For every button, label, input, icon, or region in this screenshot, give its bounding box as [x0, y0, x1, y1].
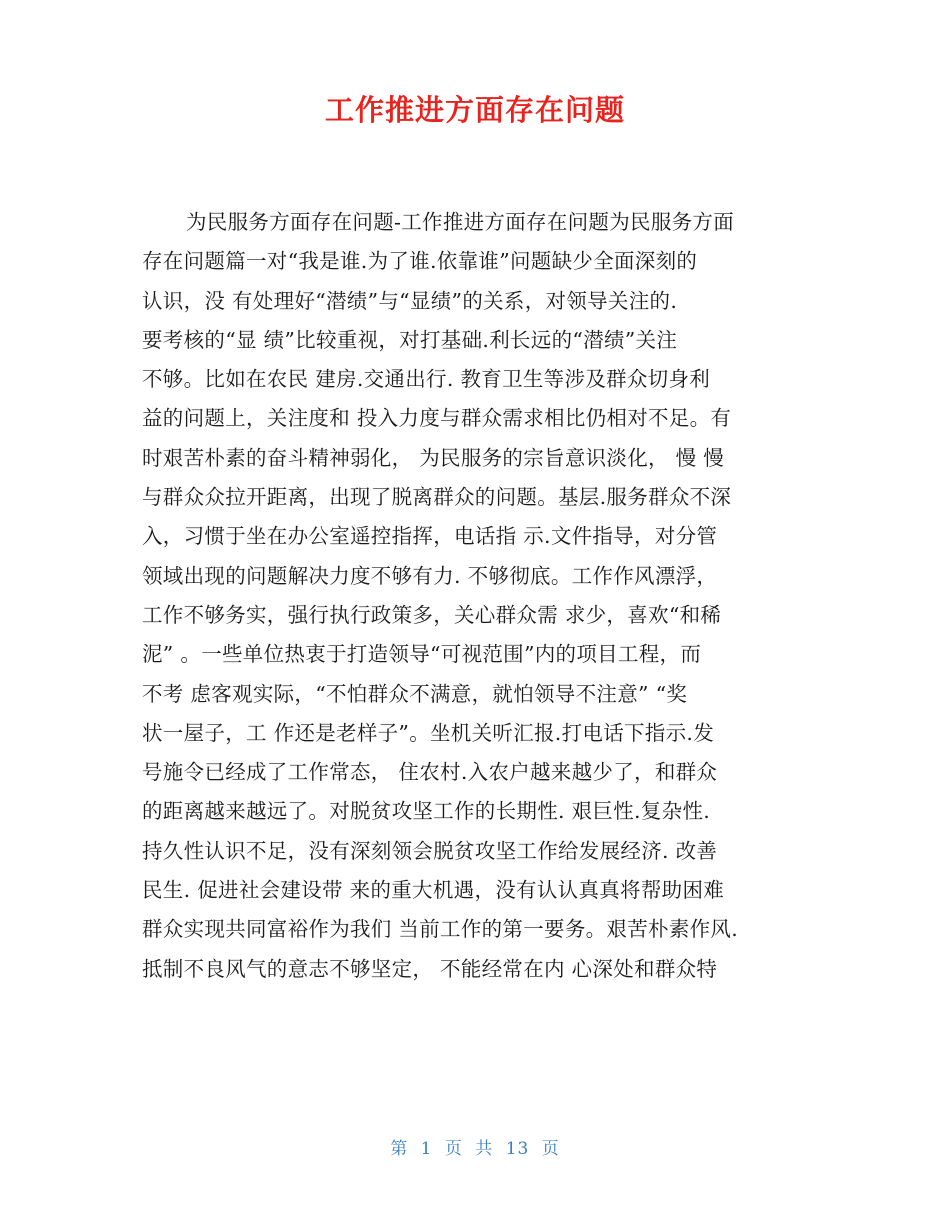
footer-total-unit: 页 — [541, 1139, 560, 1159]
footer-page-unit: 页 — [444, 1139, 463, 1159]
body-line: 与群众众拉开距离，出现了脱离群众的问题。基层.服务群众不深 — [142, 485, 732, 510]
body-line: 不考 虑客观实际，“不怕群众不满意，就怕领导不注意” “奖 — [142, 681, 688, 706]
footer-current-page: 1 — [420, 1139, 433, 1159]
body-line: 持久性认识不足，没有深刻领会脱贫攻坚工作给发展经济. 改善 — [142, 838, 718, 863]
body-line: 群众实现共同富裕作为我们 当前工作的第一要务。艰苦朴素作风. — [142, 917, 739, 942]
body-line: 工作不够务实，强行执行政策多，关心群众需 求少，喜欢“和稀 — [142, 602, 722, 627]
body-line: 民生. 促进社会建设带 来的重大机遇，没有认认真真将帮助困难 — [142, 878, 725, 903]
body-line: 状一屋子，工 作还是老样子”。坐机关听汇报.打电话下指示.发 — [142, 720, 715, 745]
footer-total-pages: 13 — [505, 1139, 530, 1159]
body-line: 泥” 。一些单位热衷于打造领导“可视范围”内的项目工程，而 — [142, 642, 702, 667]
footer-page-label: 第 — [390, 1139, 409, 1159]
body-line: 入，习惯于坐在办公室遥控指挥，电话指 示.文件指导，对分管 — [142, 524, 718, 549]
body-line: 时艰苦朴素的奋斗精神弱化， 为民服务的宗旨意识淡化， 慢 慢 — [142, 445, 725, 470]
body-line: 领域出现的问题解决力度不够有力. 不够彻底。工作作风漂浮， — [142, 563, 718, 588]
body-line: 号施令已经成了工作常态， 住农村.入农户越来越少了，和群众 — [142, 760, 718, 785]
document-title: 工作推进方面存在问题 — [324, 93, 625, 127]
body-line: 的距离越来越远了。对脱贫攻坚工作的长期性. 艰巨性.复杂性. — [142, 799, 711, 824]
body-line: 益的问题上，关注度和 投入力度与群众需求相比仍相对不足。有 — [142, 406, 732, 431]
body-line: 存在问题篇一对“我是谁.为了谁.依靠谁”问题缺少全面深刻的 — [142, 249, 698, 274]
footer-total-label: 共 — [475, 1139, 494, 1159]
body-line: 不够。比如在农民 建房.交通出行. 教育卫生等涉及群众切身利 — [142, 367, 711, 392]
body-line: 为民服务方面存在问题-工作推进方面存在问题为民服务方面 — [186, 210, 735, 234]
body-line: 要考核的“显 绩”比较重视，对打基础.利长远的“潜绩”关注 — [142, 327, 678, 352]
page-footer — [0, 1134, 950, 1159]
body-line: 抵制不良风气的意志不够坚定， 不能经常在内 心深处和群众特 — [142, 956, 718, 981]
document-body — [142, 203, 807, 989]
body-line: 认识，没 有处理好“潜绩”与“显绩”的关系，对领导关注的. — [142, 288, 678, 313]
